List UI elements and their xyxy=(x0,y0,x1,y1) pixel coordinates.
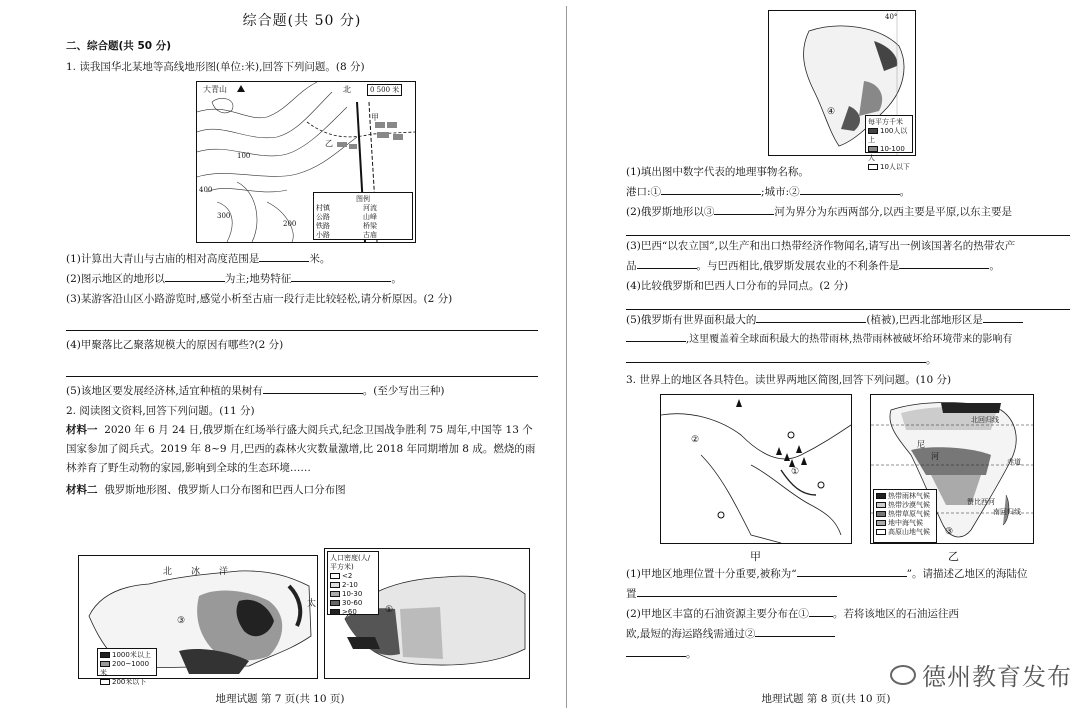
q2-sub3-cont xyxy=(626,256,1070,276)
q2-sub1-blanks xyxy=(626,182,1070,202)
legend-item: 地中海气候 xyxy=(888,519,923,527)
q1-stem: 1. 读我国华北某地等高线地形图(单位:米),回答下列问题。(8 分) xyxy=(66,61,365,73)
yi-ncancer: 北回归线 xyxy=(971,416,999,424)
page-title: 综合题(共 50 分) xyxy=(242,13,362,29)
answer-blank[interactable] xyxy=(291,270,391,282)
yi-ni: 尼 xyxy=(917,440,925,449)
legend-title: 图例 xyxy=(356,195,370,203)
yi-legend xyxy=(873,489,937,543)
answer-line[interactable] xyxy=(66,355,538,377)
watermark xyxy=(890,657,1072,692)
q2-sub2-text2: 河为界分为东西两部分,以西主要是平原,以东主要是 xyxy=(774,206,1013,218)
q1-sub2 xyxy=(66,269,538,289)
q3-sub1-text: (1)甲地区地理位置十分重要,被称为“ xyxy=(626,568,797,580)
answer-line[interactable] xyxy=(626,296,1070,310)
jia-circle1: ① xyxy=(791,467,800,477)
peak-label: 大青山 xyxy=(203,85,227,94)
watermark-text: 德州教育发布 xyxy=(922,663,1072,691)
q3-maps xyxy=(626,394,1070,546)
q2-stem: 2. 阅读图文资料,回答下列问题。(11 分) xyxy=(66,405,255,417)
yi-zambezi: 赞比西河 xyxy=(967,498,995,506)
legend-item: 10-30 xyxy=(342,590,363,598)
caption-jia: 甲 xyxy=(750,550,761,563)
answer-blank[interactable] xyxy=(626,330,686,342)
legend-item: 桥梁 xyxy=(363,222,377,230)
jia-label: 甲 xyxy=(371,113,379,122)
q1-sub2-text2: 为主;地势特征 xyxy=(224,273,292,285)
q2-sub3-text: 。与巴西相比,俄罗斯发展农业的不利条件是 xyxy=(696,260,900,272)
answer-blank[interactable] xyxy=(755,625,835,637)
yi-capricorn: 南回归线 xyxy=(993,508,1021,516)
q2-sub5-text: (5)俄罗斯有世界面积最大的 xyxy=(626,314,757,326)
q1-sub5 xyxy=(66,381,538,401)
contour-100: 100 xyxy=(237,152,251,160)
page-divider xyxy=(566,6,567,708)
material-2 xyxy=(66,481,538,500)
q3-stem: 3. 世界上的地区各具特色。读世界两地区简图,回答下列问题。(10 分) xyxy=(626,374,952,386)
q2-sub5-cont xyxy=(626,330,1070,350)
material-1-label: 材料一 xyxy=(66,424,98,436)
legend-item: 10人以下 xyxy=(880,163,910,171)
contour-300: 300 xyxy=(217,212,231,220)
map-jia xyxy=(660,394,852,544)
legend-item: 30-60 xyxy=(342,599,363,607)
legend-item: 100人以上 xyxy=(868,127,908,144)
legend-item: 公路 xyxy=(316,213,330,221)
map1-tai: 太 xyxy=(307,599,317,609)
answer-blank[interactable] xyxy=(983,311,1023,323)
yi-he: 河 xyxy=(931,452,939,461)
brazil-lon: 40° xyxy=(885,13,898,21)
answer-blank[interactable] xyxy=(899,257,989,269)
q2-sub1: (1)填出图中数字代表的地理事物名称。 xyxy=(626,166,809,178)
wechat-icon xyxy=(890,665,916,685)
map-yi xyxy=(870,394,1034,544)
q2-sub3-end: 。 xyxy=(989,260,1000,272)
q1-sub1 xyxy=(66,249,538,269)
map-captions xyxy=(626,546,1070,564)
legend-item: 热带草原气候 xyxy=(888,510,930,518)
caption-yi: 乙 xyxy=(948,550,959,563)
answer-blank[interactable] xyxy=(626,645,686,657)
answer-line[interactable] xyxy=(66,309,538,331)
q3-sub1-text2: ”。请描述乙地区的海陆位 xyxy=(906,568,1028,580)
legend-item: 小路 xyxy=(316,231,330,239)
q2-sub3-pin: 品 xyxy=(626,260,637,272)
q1-sub1-unit: 米。 xyxy=(309,253,331,265)
legend-item: <2 xyxy=(342,572,353,580)
right-footer: 地理试题 第 8 页(共 10 页) xyxy=(761,693,891,705)
answer-blank[interactable] xyxy=(756,311,866,323)
q3-sub2-end: 。 xyxy=(686,648,697,660)
map-jia-drawing xyxy=(661,395,851,543)
answer-blank[interactable] xyxy=(797,565,907,577)
yi-circle3: ③ xyxy=(945,527,954,537)
map2-legend-title: 人口密度(人/平方米) xyxy=(330,554,371,571)
legend-item: 200~1000米 xyxy=(100,660,150,677)
legend-item: 河流 xyxy=(363,204,377,212)
map1-circle3: ③ xyxy=(177,616,186,626)
map1-bing: 冰 xyxy=(191,567,201,577)
scale-bar: 0 500 米 xyxy=(367,84,402,96)
q2-sub5-text2: (植被),巴西北部地形区是 xyxy=(866,314,983,326)
q3-sub1-cont xyxy=(626,584,1070,604)
answer-blank[interactable] xyxy=(637,257,697,269)
q2-sub1-end: 。 xyxy=(899,186,911,198)
q3-sub2 xyxy=(626,604,1070,624)
legend-item: 高原山地气候 xyxy=(888,528,930,536)
contour-map xyxy=(196,81,416,243)
north-label: 北 xyxy=(343,85,351,94)
map2-legend xyxy=(327,551,379,615)
section-heading: 二、综合题(共 50 分) xyxy=(66,40,172,52)
q2-sub5-end: 。 xyxy=(926,354,937,366)
answer-blank[interactable] xyxy=(714,203,774,215)
q1-sub2-end: 。 xyxy=(391,273,402,285)
q2-sub2 xyxy=(626,202,1070,222)
q2-sub2-text: (2)俄罗斯地形以③ xyxy=(626,206,715,218)
q3-sub1-text3: 置 xyxy=(626,588,637,600)
left-footer: 地理试题 第 7 页(共 10 页) xyxy=(215,693,345,705)
brazil-map xyxy=(768,10,916,171)
q1-sub2-text: (2)图示地区的地形以 xyxy=(66,273,165,285)
answer-blank[interactable] xyxy=(263,382,363,394)
russia-population-map xyxy=(324,548,530,679)
q3-sub2-text: (2)甲地区丰富的石油资源主要分布在① xyxy=(626,608,809,620)
answer-blank[interactable] xyxy=(637,585,837,597)
answer-blank[interactable] xyxy=(809,605,833,617)
q1-sub3: (3)某游客沿山区小路游览时,感觉小析至古庙一段行走比较轻松,请分析原因。(2 分) xyxy=(66,293,453,305)
right-page xyxy=(572,0,1080,714)
legend-item: 热带雨林气候 xyxy=(888,492,930,500)
brazil-circle4: ④ xyxy=(827,107,836,117)
brazil-legend-title: 每平方千米 xyxy=(868,118,903,126)
answer-blank[interactable] xyxy=(165,270,225,282)
contour-legend xyxy=(313,192,413,240)
answer-blank[interactable] xyxy=(800,183,900,195)
legend-item: 古庙 xyxy=(363,231,377,239)
russia-terrain-map xyxy=(78,555,318,686)
q3-sub2-cont xyxy=(626,624,1070,644)
brazil-legend xyxy=(865,115,913,171)
legend-item: 200米以下 xyxy=(112,678,147,686)
q2-sub5-text3: ,这里覆盖着全球面积最大的热带雨林,热带雨林被破坏给环境带来的影响有 xyxy=(686,334,1013,345)
material-2-label: 材料二 xyxy=(66,484,98,496)
legend-item: >60 xyxy=(342,608,357,616)
contour-400: 400 xyxy=(199,186,213,194)
q1-sub1-text: (1)计算出大青山与古庙的相对高度范围是 xyxy=(66,253,260,265)
q2-sub5 xyxy=(626,310,1070,330)
material-1 xyxy=(66,421,538,478)
q3-sub2-text3: 欧,最短的海运路线需通过② xyxy=(626,628,756,640)
jia-circle2: ② xyxy=(691,435,700,445)
map1-bei: 北 xyxy=(163,567,173,577)
map1-legend xyxy=(97,648,157,686)
legend-item: 铁路 xyxy=(316,222,330,230)
q2-sub4: (4)比较俄罗斯和巴西人口分布的异同点。(2 分) xyxy=(626,280,849,292)
legend-item: 2-10 xyxy=(342,581,358,589)
legend-item: 1000米以上 xyxy=(112,651,151,659)
q1-sub5-end: 。(至少写出三种) xyxy=(362,385,445,397)
port-label: 港口:① xyxy=(626,186,662,198)
legend-item: 山峰 xyxy=(363,213,377,221)
q3-sub2-text2: 。若将该地区的石油运往西 xyxy=(832,608,959,620)
answer-blank[interactable] xyxy=(661,183,761,195)
yi-label: 乙 xyxy=(325,139,333,148)
q2-sub5-end-line xyxy=(626,350,1070,370)
q1-sub4: (4)甲聚落比乙聚落规模大的原因有哪些?(2 分) xyxy=(66,339,284,351)
q3-sub1 xyxy=(626,564,1070,584)
city-label: ;城市:② xyxy=(761,186,800,198)
q1-sub5-text: (5)该地区要发展经济林,适宜种植的果树有 xyxy=(66,385,263,397)
legend-item: 10-100人 xyxy=(868,145,905,162)
q2-sub3: (3)巴西“以农立国”,以生产和出口热带经济作物闻名,请写出一例该国著名的热带农产 xyxy=(626,240,1016,252)
yi-equator: 赤道 xyxy=(1007,458,1021,466)
legend-item: 热带沙漠气候 xyxy=(888,501,930,509)
legend-item: 村镇 xyxy=(316,204,330,212)
answer-blank[interactable] xyxy=(259,250,309,262)
contour-200: 200 xyxy=(283,220,297,228)
material-1-text: 2020 年 6 月 24 日,俄罗斯在红场举行盛大阅兵式,纪念卫国战争胜利 75 周年,中国等 13 个国家参加了阅兵式。2019 年 8~9 月,巴西的森林火灾数量激增,比 2018 年同期增加 8 成。燃烧的雨林养育了野生动物的家园,影响到全球的生态环境…… xyxy=(66,424,536,474)
answer-line[interactable] xyxy=(626,222,1070,236)
map1-yang: 洋 xyxy=(219,567,229,577)
answer-blank[interactable] xyxy=(626,351,926,363)
map2-circle1: ① xyxy=(385,605,394,615)
material-2-text: 俄罗斯地形图、俄罗斯人口分布图和巴西人口分布图 xyxy=(104,484,346,496)
